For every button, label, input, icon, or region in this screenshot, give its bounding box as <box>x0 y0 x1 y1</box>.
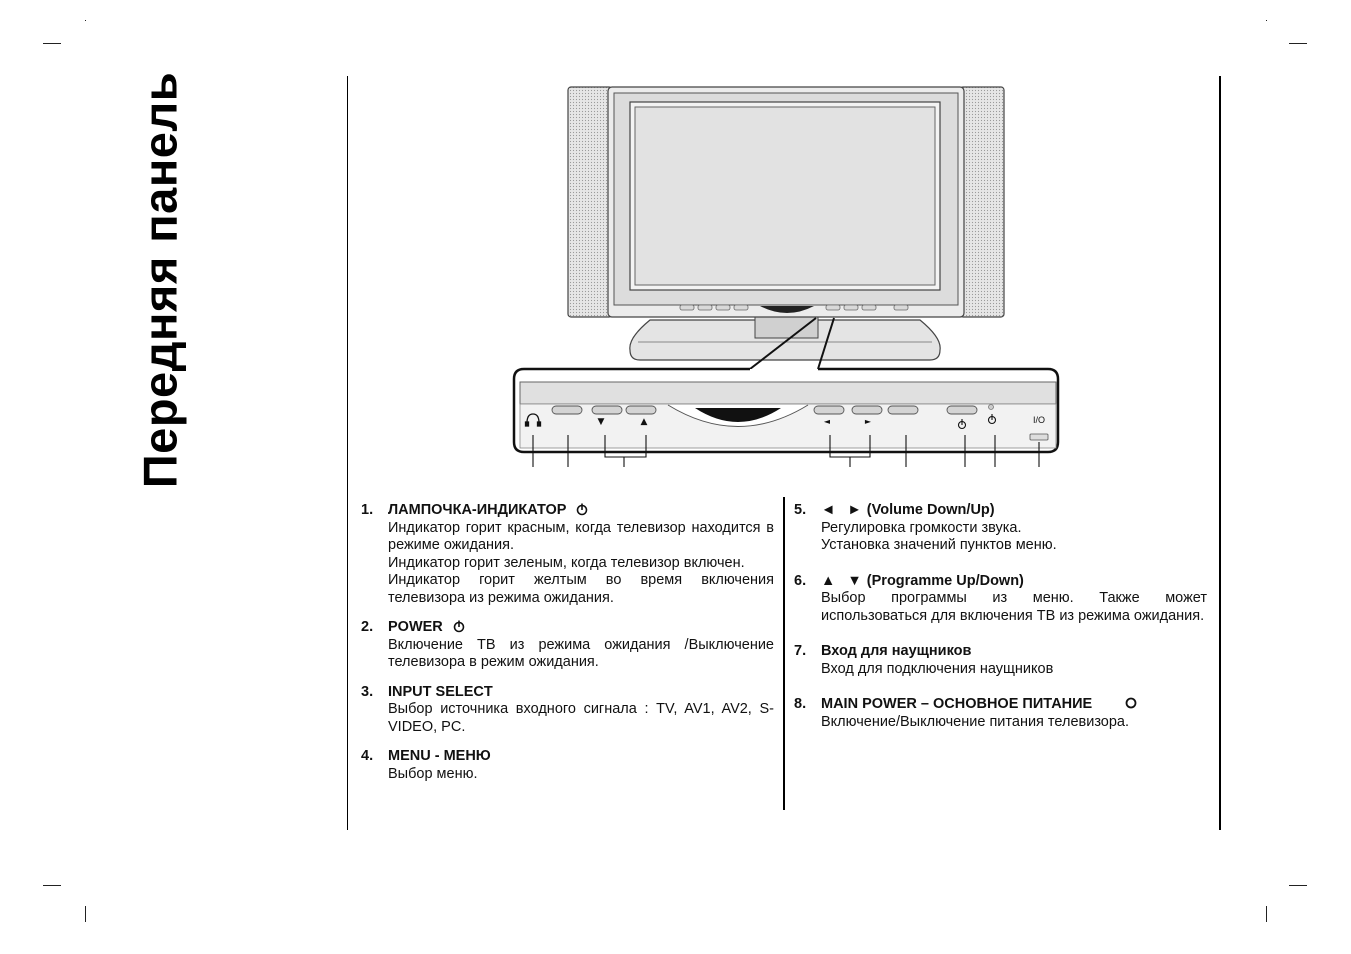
item-desc: Индикатор горит красным, когда телевизор находится в режиме ожидания. <box>388 519 774 553</box>
list-item <box>794 696 1207 731</box>
list-item <box>361 748 774 783</box>
item-number: 6. <box>794 572 807 589</box>
item-symbols: ▲ ▼ <box>821 572 862 589</box>
vol-up-mark: ► <box>864 417 872 426</box>
item-number: 5. <box>794 502 807 518</box>
item-title: POWER <box>388 619 443 635</box>
item-symbols: ◄ ► <box>821 502 862 518</box>
column-divider <box>783 497 785 810</box>
item-desc: Выбор источника входного сигнала : TV, AV1, AV2, S-VIDEO, PC. <box>388 701 774 735</box>
item-number: 2. <box>361 619 374 635</box>
item-desc: Индикатор горит зеленым, когда телевизор включен. <box>388 554 745 571</box>
item-title: (Volume Down/Up) <box>866 502 995 518</box>
power-standby-icon <box>575 502 589 516</box>
crop-mark <box>85 906 86 922</box>
item-number: 4. <box>361 748 374 764</box>
left-column <box>361 502 774 795</box>
power-standby-icon <box>452 619 466 633</box>
item-desc: Вход для подключения наущников <box>821 660 1054 677</box>
item-desc: Включение/Выключение питания телевизора. <box>821 713 1130 730</box>
item-number: 1. <box>361 502 374 518</box>
right-column <box>794 502 1207 743</box>
main-power-mark: I/O <box>1032 415 1046 425</box>
power-ring-icon <box>1124 696 1138 710</box>
item-desc: Регулировка громкости звука. <box>821 519 1022 536</box>
item-title: ЛАМПОЧКА-ИНДИКАТОР <box>388 502 567 518</box>
list-item <box>361 684 774 737</box>
item-title: INPUT SELECT <box>388 683 493 700</box>
list-item <box>794 573 1207 626</box>
item-title: (Programme Up/Down) <box>866 572 1024 589</box>
item-number: 3. <box>361 683 374 700</box>
tv-illustration <box>500 80 1070 475</box>
item-desc: Установка значений пунктов меню. <box>821 537 1057 553</box>
item-desc: Включение ТВ из режима ожидания /Выключение телевизора в режим ожидания. <box>388 636 774 670</box>
crop-mark <box>43 43 61 44</box>
item-desc: Выбор меню. <box>388 765 478 782</box>
prog-up-mark: ▲ <box>640 417 648 427</box>
left-rule <box>347 76 348 830</box>
crop-mark <box>85 20 86 21</box>
item-desc: Выбор программы из меню. Также может использоваться для включения ТВ из режима ожидания. <box>821 590 1207 624</box>
crop-mark <box>1289 43 1307 44</box>
item-title: MAIN POWER – ОСНОВНОЕ ПИТАНИЕ <box>821 696 1093 712</box>
list-item <box>794 502 1207 555</box>
right-rule <box>1219 76 1221 830</box>
prog-down-mark: ▼ <box>597 417 605 427</box>
crop-mark <box>1266 20 1267 21</box>
page-title: Передняя панель <box>133 71 187 489</box>
list-item <box>794 643 1207 678</box>
vol-down-mark: ◄ <box>823 417 831 426</box>
item-desc: Индикатор горит желтым во время включения телевизора из режима ожидания. <box>388 572 774 606</box>
tv-front-panel-figure <box>500 80 1070 475</box>
crop-mark <box>1266 906 1267 922</box>
item-title: MENU - МЕНЮ <box>388 748 491 764</box>
crop-mark <box>43 885 61 886</box>
item-title: Вход для наущников <box>821 643 972 659</box>
crop-mark <box>1289 885 1307 886</box>
item-number: 7. <box>794 643 807 659</box>
item-number: 8. <box>794 696 807 712</box>
list-item <box>361 619 774 672</box>
list-item <box>361 502 774 607</box>
